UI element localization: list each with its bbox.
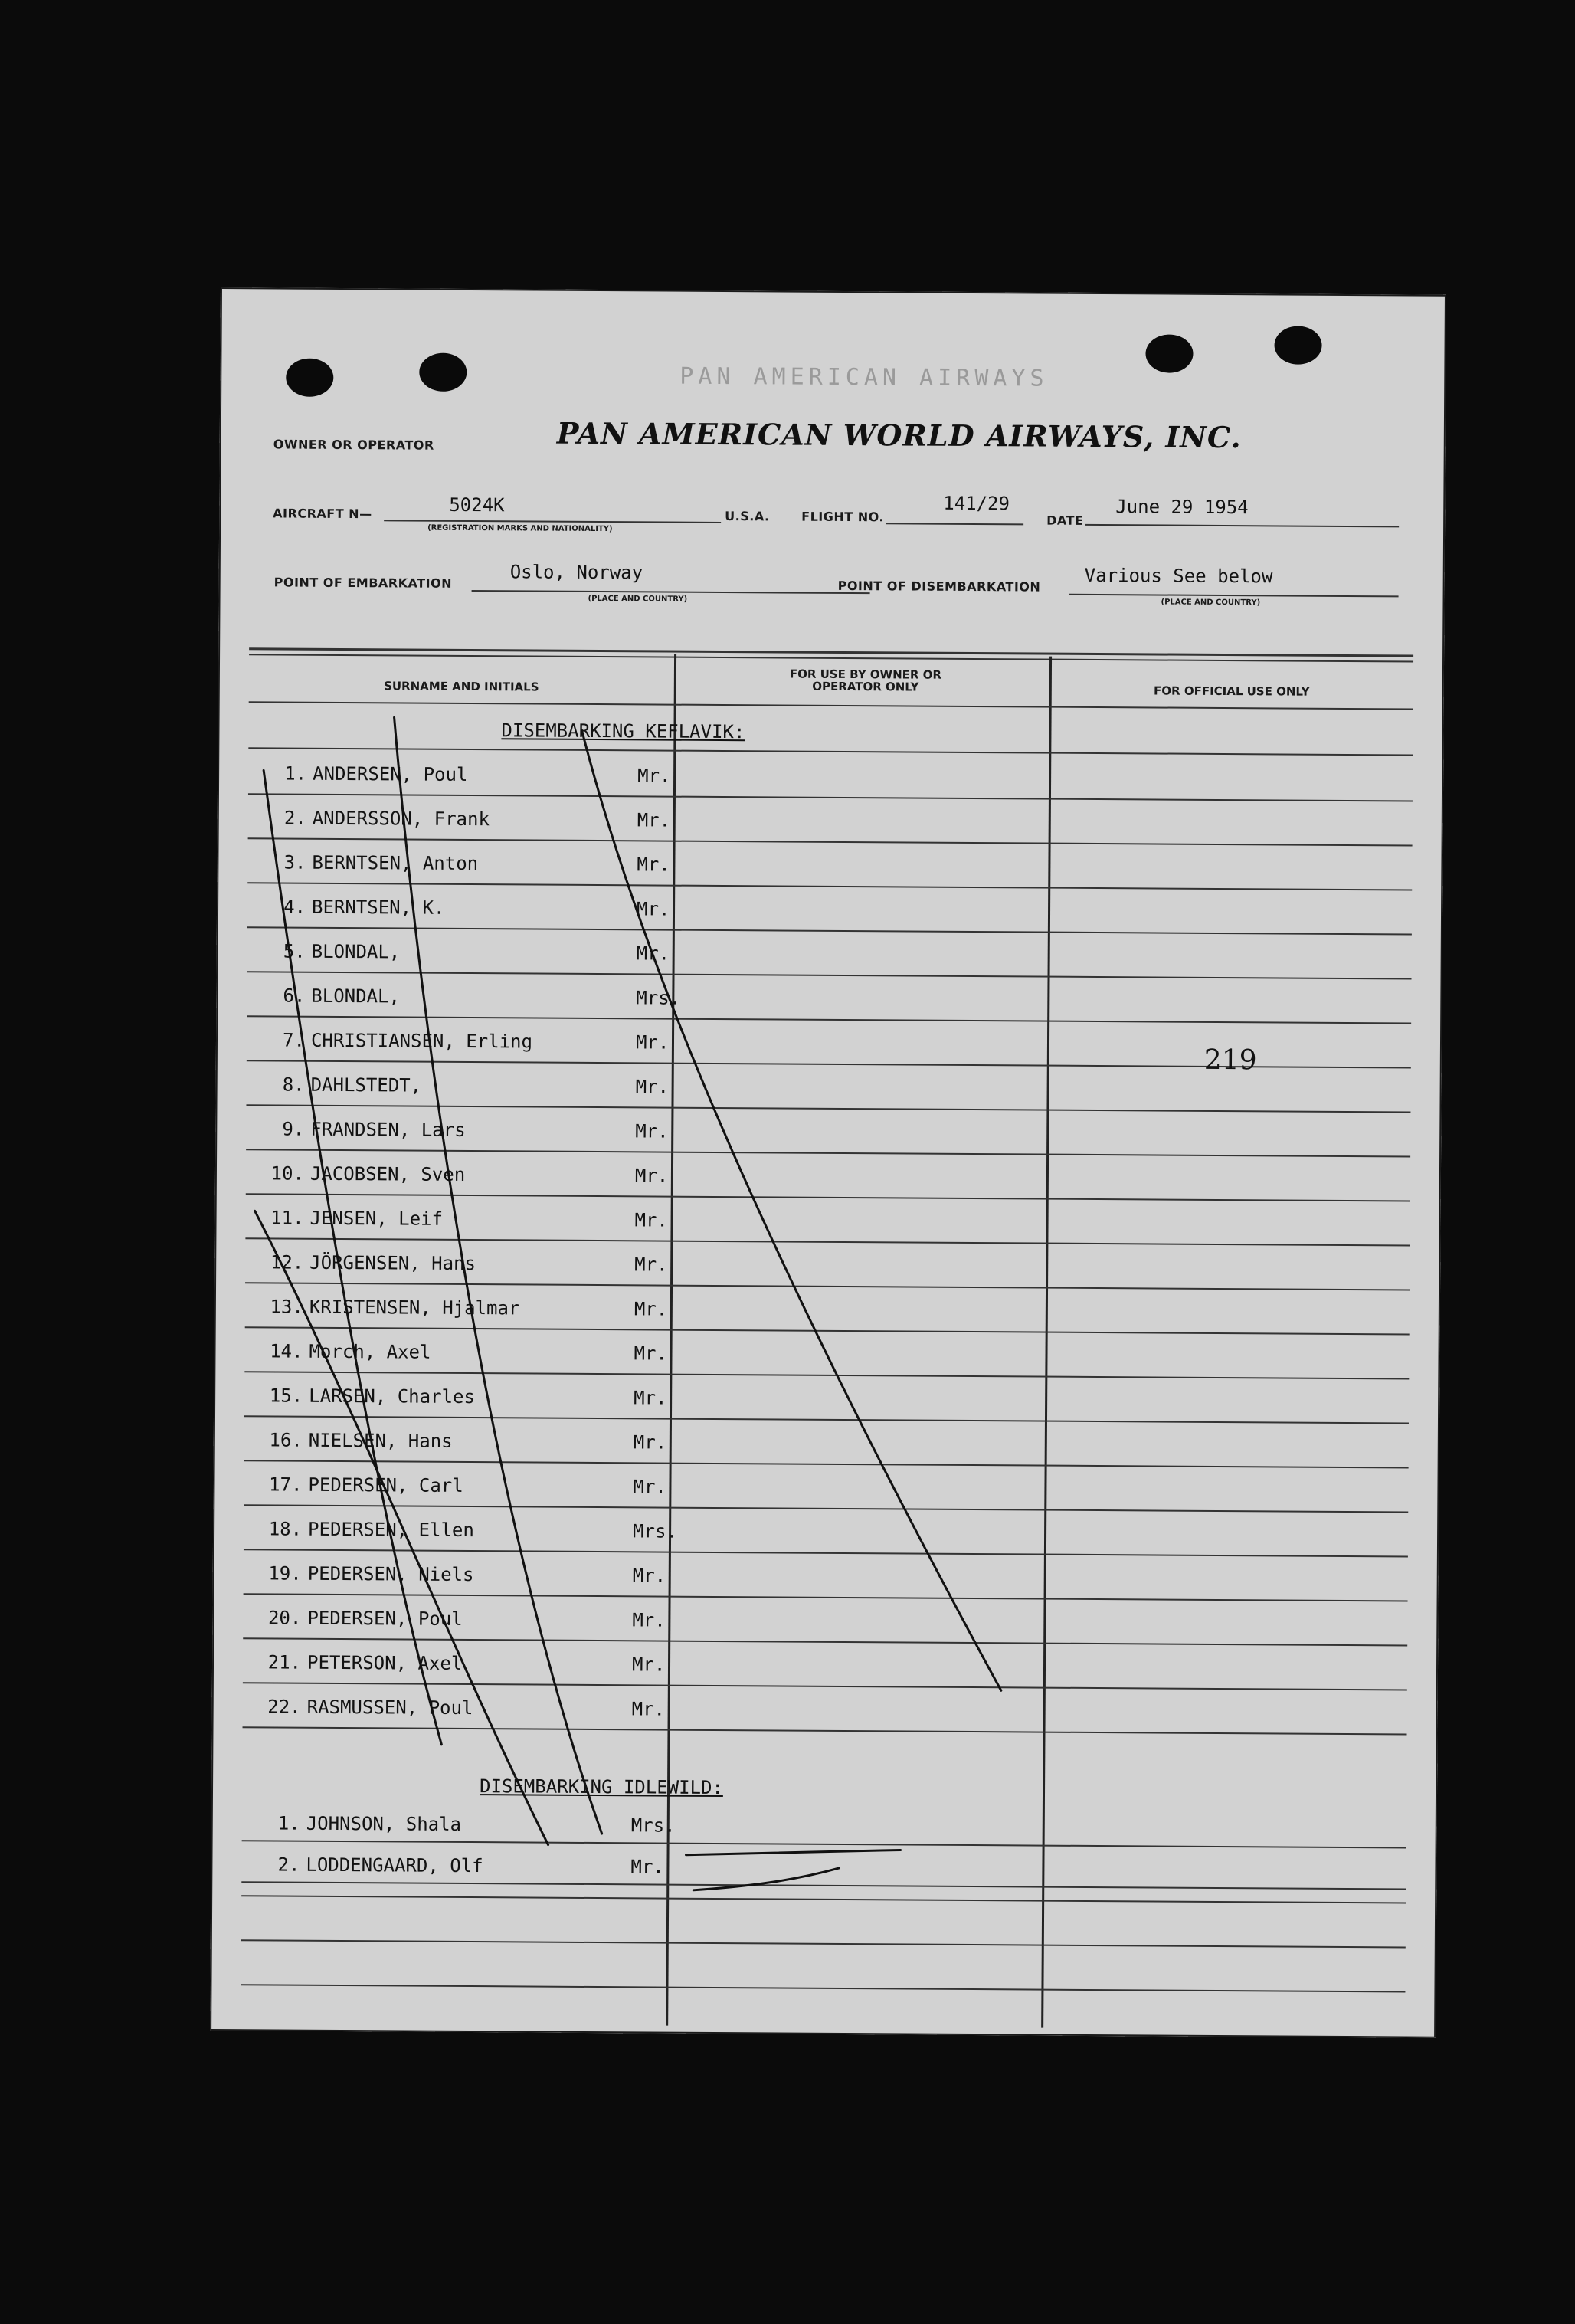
passenger-number: 19. <box>268 1562 302 1585</box>
flight-label: FLIGHT NO. <box>801 509 885 525</box>
official-use-column-header: FOR OFFICIAL USE ONLY <box>1154 683 1310 699</box>
aircraft-label: AIRCRAFT N— <box>273 506 372 522</box>
punch-hole <box>1274 326 1321 364</box>
passenger-number: 2. <box>283 807 306 829</box>
table-row <box>252 1073 1416 1125</box>
passenger-name: JACOBSEN, Sven <box>309 1162 466 1185</box>
passenger-name: JENSEN, Leif <box>309 1207 444 1230</box>
passenger-title: Mr. <box>635 1120 669 1142</box>
passenger-title: Mr. <box>635 1076 670 1098</box>
passenger-number: 18. <box>268 1518 303 1540</box>
passenger-name: LARSEN, Charles <box>309 1385 475 1408</box>
faint-stamp: PAN AMERICAN AIRWAYS <box>679 362 1049 392</box>
table-row <box>251 1296 1416 1347</box>
passenger-title: Mr. <box>637 809 671 831</box>
table-row <box>254 807 1419 858</box>
passenger-number: 2. <box>277 1854 300 1876</box>
table-row <box>250 1473 1414 1525</box>
date-value: June 29 1954 <box>1115 496 1249 519</box>
passenger-number: 9. <box>282 1118 305 1140</box>
table-row <box>253 985 1417 1036</box>
passenger-title: Mr. <box>634 1298 668 1320</box>
passenger-number: 6. <box>283 985 306 1007</box>
manifest-page <box>210 287 1446 2038</box>
passenger-title: Mr. <box>634 1209 669 1231</box>
embark-label: POINT OF EMBARKATION <box>273 575 453 591</box>
passenger-name: KRISTENSEN, Hjalmar <box>309 1296 520 1319</box>
table-row <box>251 1251 1416 1303</box>
passenger-name: Morch, Axel <box>309 1340 431 1363</box>
table-row <box>249 1562 1413 1614</box>
passenger-name: PEDERSEN, Carl <box>308 1473 463 1496</box>
passenger-title: Mr. <box>637 765 671 787</box>
date-label: DATE <box>1046 513 1084 528</box>
passenger-title: Mr. <box>632 1565 666 1587</box>
punch-hole <box>286 359 333 397</box>
passenger-title: Mr. <box>636 942 670 965</box>
passenger-name: BERNTSEN, K. <box>311 896 445 919</box>
passenger-number: 15. <box>269 1385 303 1407</box>
passenger-title: Mr. <box>637 854 670 876</box>
section-heading-idlewild: DISEMBARKING IDLEWILD: <box>479 1775 724 1799</box>
passenger-title: Mr. <box>634 1165 669 1187</box>
passenger-title: Mr. <box>634 1387 667 1409</box>
owner-name: PAN AMERICAN WORLD AIRWAYS, INC. <box>556 415 1242 455</box>
table-row <box>253 940 1417 992</box>
passenger-title: Mr. <box>635 1031 670 1054</box>
passenger-title: Mr. <box>631 1654 666 1676</box>
passenger-name: LODDENGAARD, Olf <box>306 1854 483 1877</box>
passenger-name: JOHNSON, Shala <box>306 1812 462 1835</box>
embark-note: (PLACE AND COUNTRY) <box>588 594 688 604</box>
passenger-title: Mr. <box>630 1856 664 1878</box>
passenger-name: DAHLSTEDT, <box>310 1073 422 1096</box>
passenger-name: PEDERSEN, Niels <box>307 1562 474 1586</box>
passenger-number: 13. <box>270 1296 303 1318</box>
official-number: 219 <box>1203 1044 1257 1077</box>
passenger-name: RASMUSSEN, Poul <box>306 1696 473 1719</box>
table-row <box>254 851 1418 903</box>
passenger-number: 21. <box>267 1651 302 1673</box>
punch-hole <box>419 353 467 392</box>
passenger-title: Mr. <box>633 1476 666 1498</box>
flight-value: 141/29 <box>943 492 1010 515</box>
punch-hole <box>1145 334 1193 372</box>
table-row <box>252 1162 1416 1214</box>
table-row <box>250 1518 1414 1569</box>
passenger-name: ANDERSEN, Poul <box>313 762 468 785</box>
passenger-number: 12. <box>270 1251 304 1273</box>
passenger-title: Mrs. <box>636 987 681 1009</box>
table-row <box>248 1696 1413 1747</box>
passenger-name: PEDERSEN, Poul <box>307 1607 463 1630</box>
disembark-value: Various See below <box>1084 564 1273 588</box>
passenger-title: Mr. <box>636 898 670 920</box>
passenger-number: 16. <box>269 1429 303 1451</box>
table-row <box>254 896 1418 947</box>
passenger-name: FRANDSEN, Lars <box>310 1118 466 1141</box>
passenger-number: 20. <box>267 1607 302 1629</box>
passenger-number: 3. <box>283 851 306 874</box>
passenger-name: JÖRGENSEN, Hans <box>309 1251 476 1275</box>
embark-value: Oslo, Norway <box>509 561 643 584</box>
passenger-number: 4. <box>283 896 306 918</box>
passenger-number: 22. <box>267 1696 301 1718</box>
passenger-title: Mr. <box>632 1609 666 1631</box>
passenger-number: 10. <box>270 1162 305 1185</box>
passenger-name: PETERSON, Axel <box>306 1651 463 1674</box>
passenger-title: Mr. <box>634 1342 667 1365</box>
passenger-name: BERNTSEN, Anton <box>312 851 479 875</box>
passenger-number: 17. <box>269 1473 303 1496</box>
passenger-title: Mr. <box>634 1254 668 1276</box>
usa-label: U.S.A. <box>725 509 770 524</box>
registration-note: (REGISTRATION MARKS AND NATIONALITY) <box>427 523 613 534</box>
table-row <box>250 1429 1415 1480</box>
passenger-name: BLONDAL, <box>311 940 401 963</box>
owner-use-column-header: FOR USE BY OWNER OR OPERATOR ONLY <box>789 667 942 694</box>
owner-label: OWNER OR OPERATOR <box>273 437 434 453</box>
passenger-name: ANDERSSON, Frank <box>312 807 490 831</box>
passenger-name: CHRISTIANSEN, Erling <box>310 1029 533 1053</box>
table-row <box>252 1118 1416 1169</box>
surname-column-header: SURNAME AND INITIALS <box>384 679 539 694</box>
passenger-name: NIELSEN, Hans <box>308 1429 453 1452</box>
passenger-number: 8. <box>282 1073 305 1096</box>
table-row <box>250 1340 1415 1391</box>
passenger-number: 1. <box>277 1812 300 1834</box>
aircraft-value: 5024K <box>449 493 505 516</box>
passenger-title: Mr. <box>633 1431 667 1454</box>
passenger-title: Mrs. <box>633 1520 677 1542</box>
passenger-title: Mr. <box>631 1698 666 1720</box>
section-heading-keflavik: DISEMBARKING KEFLAVIK: <box>501 719 745 743</box>
table-row <box>249 1607 1413 1658</box>
passenger-name: BLONDAL, <box>311 985 401 1008</box>
table-row <box>250 1385 1415 1436</box>
passenger-number: 14. <box>270 1340 303 1362</box>
passenger-number: 1. <box>284 762 307 785</box>
table-row <box>249 1651 1413 1703</box>
passenger-number: 7. <box>283 1029 306 1051</box>
passenger-title: Mrs. <box>630 1814 676 1837</box>
passenger-number: 5. <box>283 940 306 962</box>
table-row <box>254 762 1419 814</box>
disembark-note: (PLACE AND COUNTRY) <box>1161 598 1261 608</box>
table-row <box>251 1207 1416 1258</box>
disembark-label: POINT OF DISEMBARKATION <box>837 578 1041 595</box>
passenger-number: 11. <box>270 1207 304 1229</box>
passenger-name: PEDERSEN, Ellen <box>308 1518 474 1542</box>
